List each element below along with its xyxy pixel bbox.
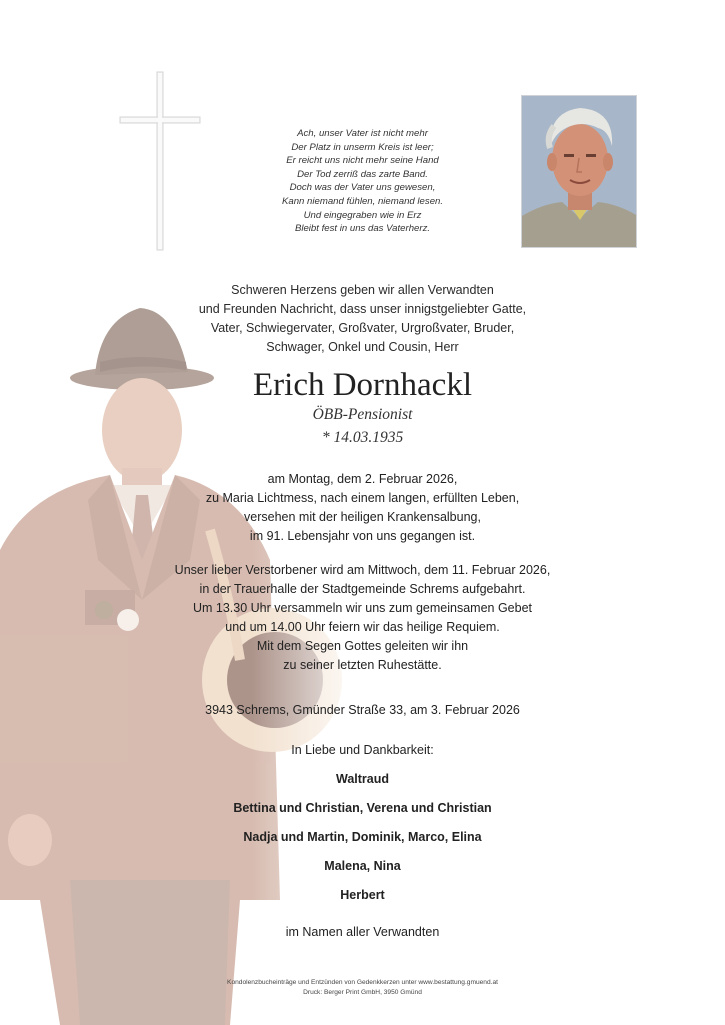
mourner-line: Nadja und Martin, Dominik, Marco, Elina bbox=[243, 830, 482, 844]
poem-line: Er reicht uns nicht mehr seine Hand bbox=[286, 155, 439, 167]
poem-line: Der Tod zerriß das zarte Band. bbox=[297, 168, 428, 180]
funeral-line: in der Trauerhalle der Stadtgemeinde Schrems aufgebahrt. bbox=[199, 582, 526, 596]
mourner-line: Waltraud bbox=[335, 772, 389, 786]
poem-line: Bleibt fest in uns das Vaterherz. bbox=[294, 223, 431, 235]
portrait-photo bbox=[521, 95, 637, 248]
funeral-details bbox=[140, 561, 585, 675]
intro-line: und Freunden Nachricht, dass unser innigstgeliebter Gatte, bbox=[198, 302, 527, 316]
death-notice-line: im 91. Lebensjahr von uns gegangen ist. bbox=[249, 529, 476, 543]
footer-condolence-link: Kondolenzbucheinträge und Entzünden von Gedenkkerzen unter www.bestattung.gmuend.at bbox=[227, 979, 498, 986]
poem bbox=[235, 127, 490, 236]
poem-line: Kann niemand fühlen, niemand lesen. bbox=[281, 195, 444, 207]
cross-icon bbox=[118, 70, 202, 252]
funeral-line: Mit dem Segen Gottes geleiten wir ihn bbox=[256, 639, 469, 653]
closing-phrase: In Liebe und Dankbarkeit: bbox=[291, 743, 434, 757]
poem-line: Ach, unser Vater ist nicht mehr bbox=[297, 128, 428, 139]
mourner-line: Bettina und Christian, Verena und Christian bbox=[233, 801, 492, 815]
footer-printer: Druck: Berger Print GmbH, 3950 Gmünd bbox=[303, 989, 422, 996]
poem-line: Der Platz in unserm Kreis ist leer; bbox=[291, 141, 434, 153]
poem-line: Doch was der Vater uns gewesen, bbox=[289, 182, 436, 194]
deceased-name: Erich Dornhackl bbox=[253, 367, 472, 403]
intro-line: Schweren Herzens geben wir allen Verwandten bbox=[231, 283, 494, 297]
poem-line: Und eingegraben wie in Erz bbox=[303, 209, 422, 221]
death-notice bbox=[140, 470, 585, 546]
birth-date: * 14.03.1935 bbox=[321, 429, 404, 446]
deceased-profession: ÖBB-Pensionist bbox=[312, 406, 413, 423]
funeral-line: Unser lieber Verstorbener wird am Mittwoch, dem 11. Februar 2026, bbox=[174, 563, 551, 577]
death-notice-line: versehen mit der heiligen Krankensalbung, bbox=[244, 510, 481, 524]
mourner-line: Herbert bbox=[340, 888, 385, 902]
all-relatives: im Namen aller Verwandten bbox=[285, 925, 440, 939]
funeral-line: zu seiner letzten Ruhestätte. bbox=[283, 658, 442, 672]
mourner-line: Malena, Nina bbox=[324, 859, 401, 873]
intro-line: Vater, Schwiegervater, Großvater, Urgroßvater, Bruder, bbox=[210, 321, 515, 335]
intro-text bbox=[140, 281, 585, 357]
funeral-line: Um 13.30 Uhr versammeln wir uns zum gemeinsamen Gebet bbox=[192, 601, 533, 615]
funeral-line: und um 14.00 Uhr feiern wir das heilige Requiem. bbox=[225, 620, 500, 634]
intro-line: Schwager, Onkel und Cousin, Herr bbox=[266, 340, 459, 354]
place-and-date: 3943 Schrems, Gmünder Straße 33, am 3. Februar 2026 bbox=[205, 703, 520, 717]
death-notice-line: zu Maria Lichtmess, nach einem langen, erfüllten Leben, bbox=[205, 491, 520, 505]
death-notice-line: am Montag, dem 2. Februar 2026, bbox=[267, 472, 458, 486]
